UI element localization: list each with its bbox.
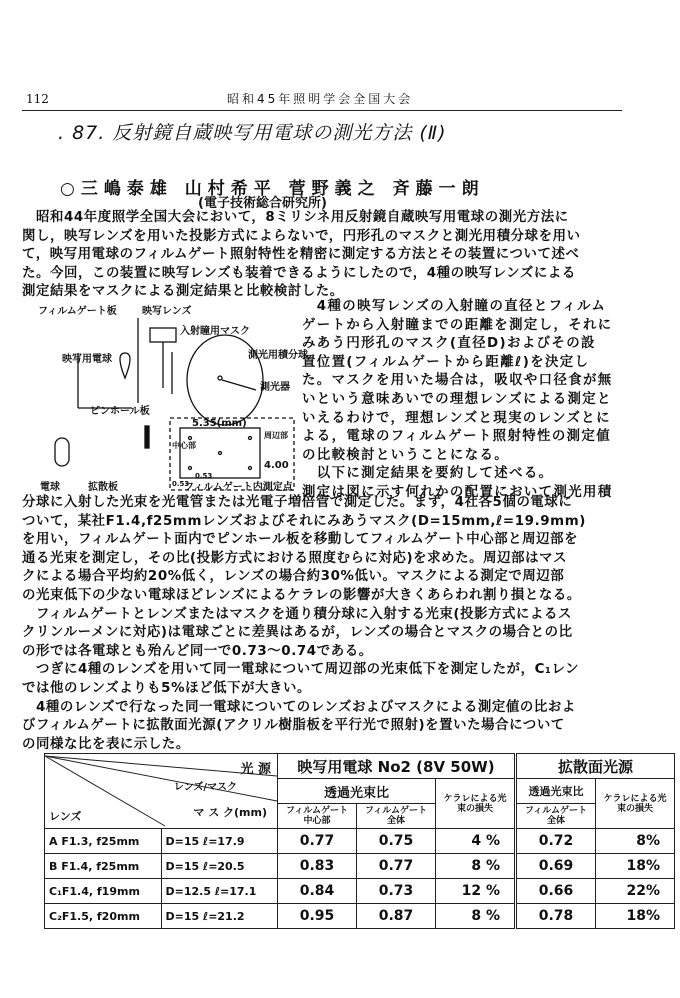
text-line: を用い，フィルムゲート面内でピンホール板を移動してフィルムゲート中心部と周辺部を: [22, 532, 579, 548]
paper-title: . 87. 反射鏡自蔵映写用電球の測光方法 (Ⅱ): [58, 122, 447, 144]
header-diff-transmit-ratio: 透過光束比: [516, 779, 596, 804]
label-integrating-sphere: 測光用積分球: [248, 350, 308, 361]
cell-center: 0.77: [278, 829, 357, 854]
label-pinhole-plate: ピンホール板: [90, 406, 150, 417]
text-line: ゲートから入射瞳までの距離を測定し，それに: [302, 317, 613, 333]
label-photometer: 測光器: [260, 382, 290, 393]
label-entrance-pupil-mask: 入射瞳用マスク: [180, 326, 250, 337]
header-diff-vignette-loss: ケラレによる光束の損失: [596, 779, 675, 829]
cell-center: 0.95: [278, 904, 357, 929]
authors: ○三嶋泰雄 山村希平 菅野義之 斉藤一朗: [60, 179, 485, 199]
cell-loss: 8 %: [436, 854, 516, 879]
label-width-dim: 5.35(mm): [192, 418, 247, 429]
text-line: 通る光束を測定し，その比(投影方式における照度むらに対応)を求めた。周辺部はマス: [22, 550, 568, 566]
text-line: 4種のレンズで行なった同一電球についてのレンズおよびマスクによる測定値の比およ: [22, 699, 576, 715]
text-line: 分球に入射した光束を光電管または光電子増倍管で測定した。まず，4社各5個の電球に: [22, 495, 573, 510]
header-transmit-ratio: 透過光束比: [278, 779, 436, 804]
header-vignette-loss: ケラレによる光束の損失: [436, 779, 516, 829]
cell-whole: 0.73: [357, 879, 436, 904]
cell-loss: 12 %: [436, 879, 516, 904]
cell-whole: 0.77: [357, 854, 436, 879]
cell-loss: 8 %: [436, 904, 516, 929]
corner-mask: マ ス ク(mm): [193, 806, 267, 819]
text-line: の同様な比を表に示した。: [22, 736, 190, 752]
text-line: た。今回，この装置に映写レンズも装着できるようにしたので，4種の映写レンズによる: [22, 265, 576, 281]
header-film-whole: フィルムゲート全体: [357, 804, 436, 829]
cell-diff-loss: 8%: [596, 829, 675, 854]
cell-diff-whole: 0.66: [516, 879, 596, 904]
text-line: みあう円形孔のマスク(直径D)およびその設: [302, 336, 596, 352]
cell-lens: C₁F1.4, f19mm: [45, 879, 162, 904]
cell-diff-whole: 0.78: [516, 904, 596, 929]
table-row: [45, 879, 675, 904]
text-line: フィルムゲートとレンズまたはマスクを通り積分球に入射する光束(投影方式によるス: [22, 606, 573, 622]
label-height-dim: 4.00: [264, 460, 289, 471]
label-offset-x: 0.53: [195, 472, 213, 480]
text-line: いという意味あいでの理想レンズによる測定と: [302, 391, 612, 407]
diagram-caption: フィルムゲート内測定点: [184, 482, 293, 493]
header-diffuse-source: 拡散面光源: [516, 754, 675, 779]
text-line: の形では各電球とも殆んど同一で0.73〜0.74である。: [22, 643, 373, 659]
label-film-gate-plate: フィルムゲート板: [38, 306, 117, 317]
corner-lens-mask: レンズ/マスク: [173, 782, 237, 793]
label-diffuser: 拡散板: [88, 482, 118, 493]
intro-paragraph: [22, 209, 581, 302]
cell-mask: D=15 ℓ=21.2: [161, 904, 277, 929]
header-diff-film-whole: フィルムゲート全体: [516, 804, 596, 829]
conference-name: 昭和45年照明学会全国大会: [227, 92, 414, 106]
text-line: 測定結果をマスクによる測定結果と比較検討した。: [22, 284, 344, 300]
cell-lens: C₂F1.5, f20mm: [45, 904, 162, 929]
cell-diff-whole: 0.72: [516, 829, 596, 854]
text-line: 昭和44年度照学全国大会において，8ミリシネ用反射鏡自蔵映写用電球の測光方法に: [22, 210, 569, 225]
cell-diff-loss: 18%: [596, 904, 675, 929]
text-line: て，映写用電球のフィルムゲート照射特性を精密に測定する方法とその装置について述べ: [22, 247, 580, 263]
results-table: [44, 753, 675, 929]
text-line: の比較検討ということになる。: [302, 447, 510, 463]
text-line: た。マスクを用いた場合は，吸収や口径食が無: [302, 373, 613, 389]
table-corner-header: [45, 754, 278, 829]
label-lamp: 電球: [40, 482, 60, 493]
cell-lens: A F1.3, f25mm: [45, 829, 162, 854]
text-line: クリンルーメンに対応)は電球ごとに差異はあるが，レンズの場合とマスクの場合との比: [22, 625, 573, 641]
cell-center: 0.83: [278, 854, 357, 879]
text-line: ついて，某社F1.4,f25mmレンズおよびそれにみあうマスク(D=15mm,ℓ=19.9mm): [22, 513, 586, 529]
cell-diff-loss: 22%: [596, 879, 675, 904]
text-line: の光束低下の少ない電球ほどレンズによるケラレの影響が大きくあらわれ割り損となる。: [22, 587, 581, 603]
cell-diff-loss: 18%: [596, 854, 675, 879]
text-line: つぎに4種のレンズを用いて同一電球について周辺部の光束低下を測定したが，C₁レン: [22, 662, 580, 678]
corner-lens: レンズ: [49, 810, 82, 823]
text-line: いえるわけで，理想レンズと現実のレンズとに: [302, 410, 611, 426]
page-number: 112: [26, 92, 49, 106]
body-paragraphs: [22, 494, 586, 754]
label-projection-lamp: 映写用電球: [62, 354, 112, 365]
text-line: 以下に測定結果を要約して述べる。: [302, 466, 554, 482]
label-offset-y: 0.53: [172, 480, 190, 488]
cell-whole: 0.75: [357, 829, 436, 854]
text-line: 測定は図に示す何れかの配置において測光用積: [302, 484, 613, 500]
affiliation: (電子技術総合研究所): [198, 196, 327, 211]
text-line: 置位置(フィルムゲートから距離ℓ)を決定し: [302, 354, 590, 370]
cell-whole: 0.87: [357, 904, 436, 929]
header-projection-lamp: 映写用電球 No2 (8V 50W): [278, 754, 516, 779]
cell-mask: D=12.5 ℓ=17.1: [161, 879, 277, 904]
cell-diff-whole: 0.69: [516, 854, 596, 879]
text-line: 4種の映写レンズの入射瞳の直径とフィルム: [302, 299, 607, 314]
table-row: [45, 854, 675, 879]
header-film-center: フィルムゲート中心部: [278, 804, 357, 829]
corner-light-source: 光 源: [240, 762, 271, 777]
cell-mask: D=15 ℓ=20.5: [161, 854, 277, 879]
label-periphery: 周辺部: [264, 431, 288, 440]
text-line: よる，電球のフィルムゲート照射特性の測定値: [302, 429, 611, 445]
cell-lens: B F1.4, f25mm: [45, 854, 162, 879]
cell-loss: 4 %: [436, 829, 516, 854]
page-header: [22, 88, 622, 111]
cell-center: 0.84: [278, 879, 357, 904]
label-center: 中心部: [172, 441, 196, 450]
right-column-text: [302, 298, 613, 503]
text-line: びフィルムゲートに拡散面光源(アクリル樹脂板を平行光で照射)を置いた場合について: [22, 718, 565, 734]
text-line: 関し，映写レンズを用いた投影方式によらないで，円形孔のマスクと測光用積分球を用い: [22, 228, 581, 244]
label-projection-lens: 映写レンズ: [142, 306, 192, 317]
text-line: では他のレンズよりも5%ほど低下が大きい。: [22, 680, 312, 696]
apparatus-diagram: [20, 298, 308, 494]
table-row: [45, 904, 675, 929]
table-row: [45, 829, 675, 854]
text-line: クによる場合平均約20%低く，レンズの場合約30%低い。マスクによる測定で周辺部: [22, 569, 565, 585]
cell-mask: D=15 ℓ=17.9: [161, 829, 277, 854]
